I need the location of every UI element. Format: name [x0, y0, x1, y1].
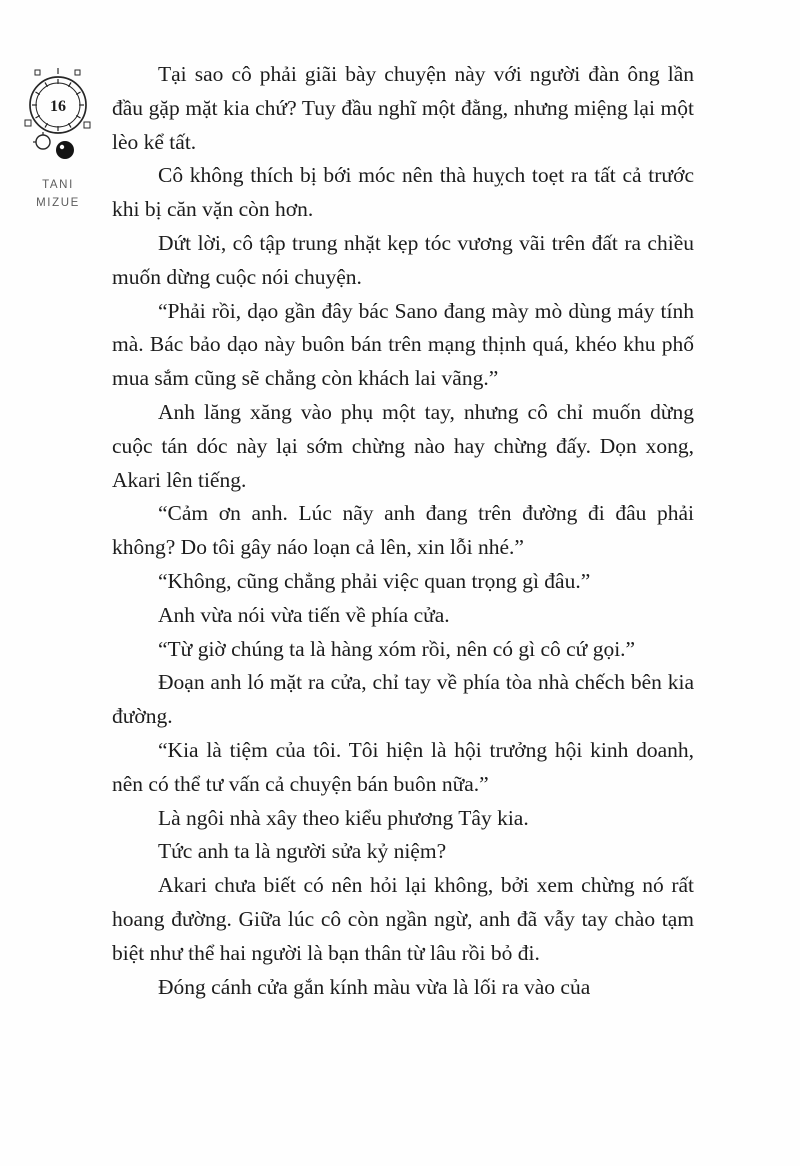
page-text: [112, 58, 694, 1004]
clock-ornament-icon: [23, 64, 93, 171]
paragraph: Đóng cánh cửa gắn kính màu vừa là lối ra vào của: [158, 974, 591, 999]
paragraph: Là ngôi nhà xây theo kiểu phương Tây kia.: [158, 805, 529, 830]
paragraph: “Không, cũng chẳng phải việc quan trọng gì đâu.”: [158, 568, 591, 593]
paragraph: Akari chưa biết có nên hỏi lại không, bởi xem chừng nó rất hoang đường. Giữa lúc cô còn ngần ngừ, anh đã vẫy tay chào tạm biệt như thể hai người là bạn thân từ lâu rồi bỏ đi.: [112, 873, 694, 965]
paragraph: “Cảm ơn anh. Lúc nãy anh đang trên đường đi đâu phải không? Do tôi gây náo loạn cả lên, xin lỗi nhé.”: [112, 501, 694, 560]
paragraph: “Phải rồi, dạo gần đây bác Sano đang mày mò dùng máy tính mà. Bác bảo dạo này buôn bán trên mạng thịnh quá, khéo khu phố mua sắm cũng sẽ chẳng còn khách lai vãng.”: [112, 298, 694, 391]
author-line-2: MIZUE: [36, 196, 80, 209]
paragraph: Tại sao cô phải giãi bày chuyện này với người đàn ông lần đầu gặp mặt kia chứ? Tuy đầu nghĩ một đằng, nhưng miệng lại một lèo kể tất.: [112, 62, 694, 154]
paragraph: “Từ giờ chúng ta là hàng xóm rồi, nên có gì cô cứ gọi.”: [158, 636, 636, 661]
author-line-1: TANI: [42, 179, 74, 191]
paragraph: Tức anh ta là người sửa kỷ niệm?: [158, 839, 447, 864]
paragraph: Dứt lời, cô tập trung nhặt kẹp tóc vương vãi trên đất ra chiều muốn dừng cuộc nói chuyện.: [112, 230, 694, 289]
paragraph: Anh lăng xăng vào phụ một tay, nhưng cô chỉ muốn dừng cuộc tán dóc này lại sớm chừng nào hay chừng đấy. Dọn xong, Akari lên tiếng.: [112, 399, 694, 492]
left-margin: [20, 64, 96, 213]
page-number: 16: [50, 98, 66, 115]
author-name: [20, 177, 96, 213]
paragraph: Cô không thích bị bới móc nên thà huỵch toẹt ra tất cả trước khi bị căn vặn còn hơn.: [112, 163, 694, 222]
paragraph: “Kia là tiệm của tôi. Tôi hiện là hội trưởng hội kinh doanh, nên có thể tư vấn cả chuyện bán buôn nữa.”: [112, 737, 694, 796]
paragraph: Anh vừa nói vừa tiến về phía cửa.: [158, 602, 450, 627]
paragraph: Đoạn anh ló mặt ra cửa, chỉ tay về phía tòa nhà chếch bên kia đường.: [112, 670, 694, 729]
